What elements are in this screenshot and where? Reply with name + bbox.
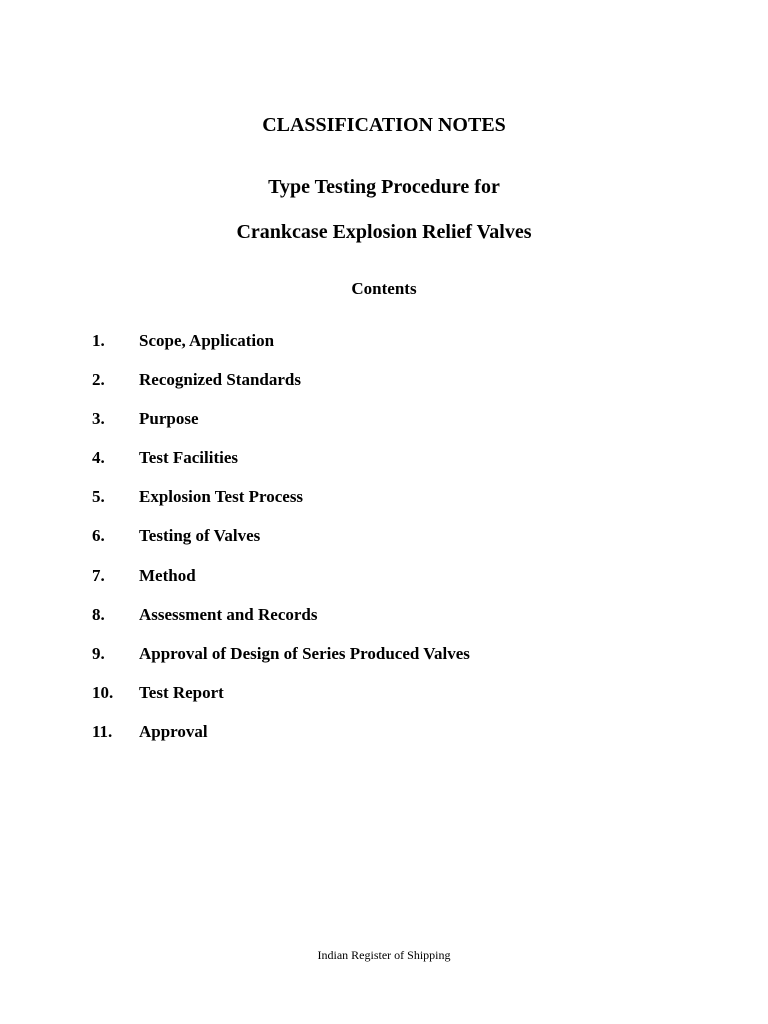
toc-item-title: Explosion Test Process xyxy=(139,487,304,507)
table-of-contents xyxy=(92,331,692,761)
toc-item-title: Test Facilities xyxy=(139,448,238,468)
toc-item-number: 11. xyxy=(92,721,113,741)
toc-item-title: Purpose xyxy=(139,409,199,429)
toc-item-number: 2. xyxy=(92,370,105,390)
title-line-2: Crankcase Explosion Relief Valves xyxy=(236,221,532,243)
toc-item xyxy=(92,605,692,644)
toc-item-number: 6. xyxy=(92,526,105,546)
toc-item-title: Assessment and Records xyxy=(139,604,318,624)
toc-item-title: Scope, Application xyxy=(139,331,275,350)
toc-item-title: Approval of Design of Series Produced Valves xyxy=(139,643,470,663)
toc-item xyxy=(92,448,692,487)
toc-item xyxy=(92,722,692,761)
toc-item-number: 3. xyxy=(92,409,105,429)
toc-item-title: Test Report xyxy=(139,682,224,702)
toc-item xyxy=(92,644,692,683)
toc-item-number: 4. xyxy=(92,448,105,468)
toc-item-number: 7. xyxy=(92,565,105,585)
toc-item xyxy=(92,409,692,448)
toc-item xyxy=(92,526,692,565)
toc-item-title: Approval xyxy=(139,721,208,741)
toc-item-number: 8. xyxy=(92,604,105,624)
toc-item-title: Recognized Standards xyxy=(139,370,301,390)
toc-item-number: 10. xyxy=(92,682,114,702)
toc-item-number: 5. xyxy=(92,487,105,507)
contents-heading: Contents xyxy=(351,279,417,298)
toc-item-title: Testing of Valves xyxy=(139,526,261,546)
toc-item-number: 1. xyxy=(92,331,105,350)
toc-item xyxy=(92,331,692,370)
footer-text: Indian Register of Shipping xyxy=(317,948,451,962)
toc-item xyxy=(92,566,692,605)
toc-item-number: 9. xyxy=(92,643,105,663)
title-line-1: Type Testing Procedure for xyxy=(268,176,500,198)
toc-item-title: Method xyxy=(139,565,196,585)
toc-item xyxy=(92,683,692,722)
toc-item xyxy=(92,370,692,409)
classification-header: CLASSIFICATION NOTES xyxy=(262,114,506,136)
toc-item xyxy=(92,487,692,526)
